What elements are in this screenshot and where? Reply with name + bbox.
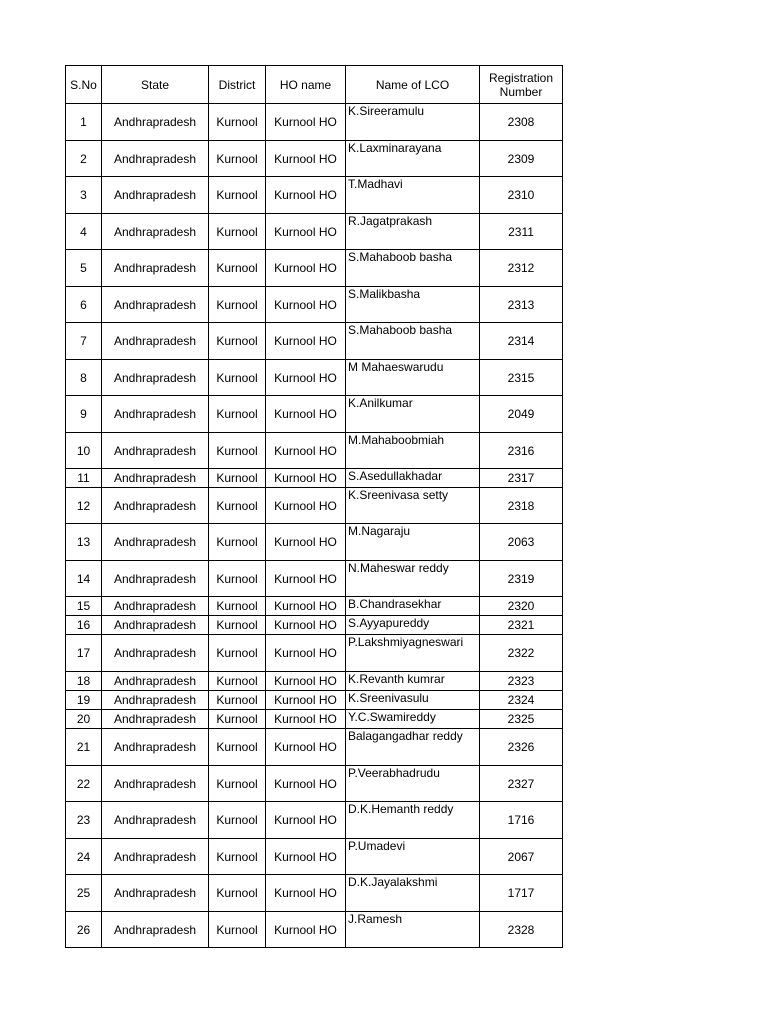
cell-state: Andhrapradesh [102, 912, 209, 948]
cell-district: Kurnool [209, 214, 266, 250]
cell-registration-number: 2321 [480, 616, 563, 635]
cell-registration-number: 2312 [480, 250, 563, 287]
cell-registration-number: 2328 [480, 912, 563, 948]
cell-sno: 14 [66, 561, 102, 597]
cell-registration-number: 2063 [480, 524, 563, 561]
cell-ho-name: Kurnool HO [266, 433, 346, 469]
cell-ho-name: Kurnool HO [266, 287, 346, 323]
cell-registration-number: 2319 [480, 561, 563, 597]
cell-ho-name: Kurnool HO [266, 616, 346, 635]
header-state: State [102, 66, 209, 104]
table-row [66, 488, 563, 524]
cell-ho-name: Kurnool HO [266, 691, 346, 710]
cell-registration-number: 2311 [480, 214, 563, 250]
cell-lco-name: Balagangadhar reddy [346, 729, 480, 766]
cell-ho-name: Kurnool HO [266, 729, 346, 766]
header-lco-name: Name of LCO [346, 66, 480, 104]
cell-district: Kurnool [209, 250, 266, 287]
cell-registration-number: 2325 [480, 710, 563, 729]
cell-registration-number: 2320 [480, 597, 563, 616]
cell-state: Andhrapradesh [102, 524, 209, 561]
table-row [66, 323, 563, 360]
cell-ho-name: Kurnool HO [266, 839, 346, 875]
cell-district: Kurnool [209, 635, 266, 672]
cell-lco-name: R.Jagatprakash [346, 214, 480, 250]
cell-ho-name: Kurnool HO [266, 710, 346, 729]
table-row [66, 104, 563, 141]
cell-district: Kurnool [209, 141, 266, 177]
table-row [66, 616, 563, 635]
cell-ho-name: Kurnool HO [266, 104, 346, 141]
table-row [66, 672, 563, 691]
table-row [66, 802, 563, 839]
table-row [66, 597, 563, 616]
cell-district: Kurnool [209, 488, 266, 524]
cell-district: Kurnool [209, 524, 266, 561]
cell-registration-number: 2315 [480, 360, 563, 396]
cell-lco-name: Y.C.Swamireddy [346, 710, 480, 729]
cell-registration-number: 2308 [480, 104, 563, 141]
cell-ho-name: Kurnool HO [266, 597, 346, 616]
cell-state: Andhrapradesh [102, 488, 209, 524]
cell-lco-name: K.Revanth kumrar [346, 672, 480, 691]
cell-ho-name: Kurnool HO [266, 177, 346, 214]
header-sno: S.No [66, 66, 102, 104]
cell-state: Andhrapradesh [102, 433, 209, 469]
cell-state: Andhrapradesh [102, 839, 209, 875]
cell-district: Kurnool [209, 597, 266, 616]
cell-district: Kurnool [209, 839, 266, 875]
lco-registration-table [65, 65, 563, 948]
table-row [66, 912, 563, 948]
cell-sno: 19 [66, 691, 102, 710]
cell-state: Andhrapradesh [102, 672, 209, 691]
cell-district: Kurnool [209, 469, 266, 488]
cell-registration-number: 2324 [480, 691, 563, 710]
cell-sno: 6 [66, 287, 102, 323]
cell-sno: 25 [66, 875, 102, 912]
cell-sno: 1 [66, 104, 102, 141]
table-row [66, 396, 563, 433]
cell-district: Kurnool [209, 691, 266, 710]
cell-lco-name: S.Asedullakhadar [346, 469, 480, 488]
cell-district: Kurnool [209, 912, 266, 948]
cell-lco-name: K.Sreenivasa setty [346, 488, 480, 524]
cell-district: Kurnool [209, 616, 266, 635]
cell-state: Andhrapradesh [102, 214, 209, 250]
cell-registration-number: 2314 [480, 323, 563, 360]
table-row [66, 766, 563, 802]
cell-registration-number: 1716 [480, 802, 563, 839]
cell-district: Kurnool [209, 360, 266, 396]
cell-lco-name: T.Madhavi [346, 177, 480, 214]
cell-sno: 12 [66, 488, 102, 524]
table-body [66, 104, 563, 948]
cell-sno: 23 [66, 802, 102, 839]
cell-lco-name: K.Laxminarayana [346, 141, 480, 177]
cell-registration-number: 2309 [480, 141, 563, 177]
cell-sno: 26 [66, 912, 102, 948]
cell-registration-number: 2310 [480, 177, 563, 214]
cell-state: Andhrapradesh [102, 616, 209, 635]
cell-sno: 8 [66, 360, 102, 396]
cell-district: Kurnool [209, 104, 266, 141]
cell-state: Andhrapradesh [102, 323, 209, 360]
cell-state: Andhrapradesh [102, 287, 209, 323]
cell-state: Andhrapradesh [102, 710, 209, 729]
cell-registration-number: 2322 [480, 635, 563, 672]
table-row [66, 141, 563, 177]
cell-district: Kurnool [209, 323, 266, 360]
cell-district: Kurnool [209, 875, 266, 912]
header-registration-number: Registration Number [480, 66, 563, 104]
cell-lco-name: S.Mahaboob basha [346, 250, 480, 287]
cell-district: Kurnool [209, 766, 266, 802]
cell-sno: 4 [66, 214, 102, 250]
table-row [66, 561, 563, 597]
cell-lco-name: M.Nagaraju [346, 524, 480, 561]
cell-state: Andhrapradesh [102, 875, 209, 912]
cell-district: Kurnool [209, 672, 266, 691]
table-row [66, 250, 563, 287]
table-row [66, 691, 563, 710]
cell-registration-number: 2326 [480, 729, 563, 766]
cell-ho-name: Kurnool HO [266, 250, 346, 287]
cell-sno: 2 [66, 141, 102, 177]
cell-lco-name: K.Anilkumar [346, 396, 480, 433]
cell-district: Kurnool [209, 396, 266, 433]
cell-ho-name: Kurnool HO [266, 875, 346, 912]
cell-state: Andhrapradesh [102, 597, 209, 616]
cell-ho-name: Kurnool HO [266, 214, 346, 250]
cell-state: Andhrapradesh [102, 141, 209, 177]
cell-ho-name: Kurnool HO [266, 488, 346, 524]
cell-lco-name: S.Ayyapureddy [346, 616, 480, 635]
cell-lco-name: S.Malikbasha [346, 287, 480, 323]
cell-registration-number: 2318 [480, 488, 563, 524]
table-row [66, 177, 563, 214]
header-row [66, 66, 563, 104]
cell-lco-name: J.Ramesh [346, 912, 480, 948]
cell-lco-name: M Mahaeswarudu [346, 360, 480, 396]
cell-district: Kurnool [209, 433, 266, 469]
cell-state: Andhrapradesh [102, 396, 209, 433]
table-row [66, 729, 563, 766]
cell-ho-name: Kurnool HO [266, 802, 346, 839]
cell-state: Andhrapradesh [102, 635, 209, 672]
cell-sno: 16 [66, 616, 102, 635]
cell-lco-name: D.K.Jayalakshmi [346, 875, 480, 912]
cell-lco-name: D.K.Hemanth reddy [346, 802, 480, 839]
cell-sno: 18 [66, 672, 102, 691]
cell-lco-name: S.Mahaboob basha [346, 323, 480, 360]
table-row [66, 710, 563, 729]
cell-sno: 24 [66, 839, 102, 875]
cell-ho-name: Kurnool HO [266, 766, 346, 802]
table-row [66, 524, 563, 561]
cell-district: Kurnool [209, 729, 266, 766]
table-row [66, 839, 563, 875]
cell-lco-name: N.Maheswar reddy [346, 561, 480, 597]
cell-ho-name: Kurnool HO [266, 672, 346, 691]
cell-ho-name: Kurnool HO [266, 323, 346, 360]
cell-lco-name: K.Sreenivasulu [346, 691, 480, 710]
cell-district: Kurnool [209, 802, 266, 839]
cell-registration-number: 2323 [480, 672, 563, 691]
cell-sno: 10 [66, 433, 102, 469]
header-district: District [209, 66, 266, 104]
cell-state: Andhrapradesh [102, 177, 209, 214]
cell-ho-name: Kurnool HO [266, 635, 346, 672]
cell-sno: 3 [66, 177, 102, 214]
cell-ho-name: Kurnool HO [266, 469, 346, 488]
cell-lco-name: K.Sireeramulu [346, 104, 480, 141]
cell-ho-name: Kurnool HO [266, 396, 346, 433]
cell-registration-number: 2067 [480, 839, 563, 875]
cell-sno: 15 [66, 597, 102, 616]
cell-registration-number: 2313 [480, 287, 563, 323]
cell-sno: 7 [66, 323, 102, 360]
cell-sno: 21 [66, 729, 102, 766]
cell-sno: 9 [66, 396, 102, 433]
cell-lco-name: M.Mahaboobmiah [346, 433, 480, 469]
cell-district: Kurnool [209, 710, 266, 729]
table-row [66, 875, 563, 912]
cell-sno: 20 [66, 710, 102, 729]
table-row [66, 214, 563, 250]
cell-sno: 13 [66, 524, 102, 561]
cell-district: Kurnool [209, 287, 266, 323]
cell-state: Andhrapradesh [102, 766, 209, 802]
cell-sno: 11 [66, 469, 102, 488]
cell-ho-name: Kurnool HO [266, 360, 346, 396]
table-row [66, 433, 563, 469]
header-ho-name: HO name [266, 66, 346, 104]
cell-lco-name: P.Veerabhadrudu [346, 766, 480, 802]
cell-state: Andhrapradesh [102, 250, 209, 287]
cell-ho-name: Kurnool HO [266, 524, 346, 561]
cell-lco-name: P.Umadevi [346, 839, 480, 875]
cell-ho-name: Kurnool HO [266, 912, 346, 948]
table-row [66, 469, 563, 488]
cell-state: Andhrapradesh [102, 802, 209, 839]
cell-registration-number: 1717 [480, 875, 563, 912]
cell-state: Andhrapradesh [102, 729, 209, 766]
cell-state: Andhrapradesh [102, 469, 209, 488]
cell-registration-number: 2317 [480, 469, 563, 488]
cell-sno: 22 [66, 766, 102, 802]
cell-ho-name: Kurnool HO [266, 141, 346, 177]
table-row [66, 287, 563, 323]
table-row [66, 635, 563, 672]
cell-state: Andhrapradesh [102, 104, 209, 141]
cell-registration-number: 2327 [480, 766, 563, 802]
table-row [66, 360, 563, 396]
cell-ho-name: Kurnool HO [266, 561, 346, 597]
cell-sno: 5 [66, 250, 102, 287]
cell-district: Kurnool [209, 177, 266, 214]
cell-state: Andhrapradesh [102, 360, 209, 396]
cell-sno: 17 [66, 635, 102, 672]
cell-lco-name: P.Lakshmiyagneswari [346, 635, 480, 672]
cell-registration-number: 2316 [480, 433, 563, 469]
cell-district: Kurnool [209, 561, 266, 597]
cell-state: Andhrapradesh [102, 561, 209, 597]
cell-lco-name: B.Chandrasekhar [346, 597, 480, 616]
cell-registration-number: 2049 [480, 396, 563, 433]
cell-state: Andhrapradesh [102, 691, 209, 710]
